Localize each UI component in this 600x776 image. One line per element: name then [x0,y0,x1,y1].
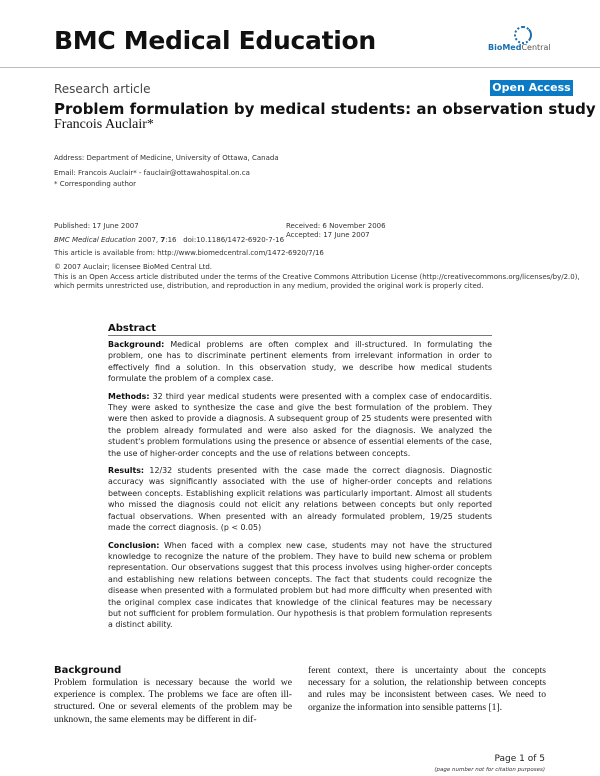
body-column-left [54,665,292,726]
corresponding-author: * Corresponding author [54,180,137,188]
body-paragraph-continued: ferent context, there is uncertainty about the concepts necessary for a solution, the relationship between concepts and rules may be inconsistent between cases. We need to organize the information into sensible patterns [1]. [308,665,546,713]
abstract-results [108,465,492,533]
section-label: Methods: [108,391,150,401]
citation [54,236,284,244]
citation-issue: :16 [165,236,177,244]
published-date: Published: 17 June 2007 [54,222,139,230]
license-link[interactable]: http://creativecommons.org/licenses/by/2.0 [422,273,575,281]
license-line-2: which permits unrestricted use, distribution, and reproduction in any medium, provided the original work is properly cited. [54,282,484,290]
section-label: Results: [108,466,145,476]
page-note: (page number not for citation purposes) [434,767,545,773]
background-heading: Background [54,665,122,676]
article-type: Research article [54,82,151,96]
abstract [108,323,492,637]
received-date: Received: 6 November 2006 [286,222,386,230]
section-text: When faced with a complex new case, students may not have the structured knowledge to recognize the nature of the problem. They have to build new schema or problem representation. Our observations suggest that this process involves using higher-order concepts and establishing new relations between concepts. The fact that students could recognize the disease when presented with a formulated problem but had more difficulty when presented with the original complex case indicates that knowledge of the clinical features may be necessary but not sufficient for problem formulation. Our hypothesis is that problem formulation represents a distinct ability. [108,540,492,630]
license-text: This is an Open Access article distributed under the terms of the Creative Commons Attribution License ( [54,273,423,281]
email[interactable]: Email: Francois Auclair* - fauclair@ottawahospital.on.ca [54,169,250,177]
license-text-end: ), [574,273,580,281]
body-paragraph: Problem formulation is necessary because the world we experience is complex. The problems we face are often ill-structured. One or several elements of the problem may be unknown, the same elements may be different in dif- [54,677,292,725]
section-label: Background: [108,340,165,349]
copyright: © 2007 Auclair; licensee BioMed Central Ltd. [54,263,213,271]
citation-volume: 7 [160,236,166,244]
availability: This article is available from: http://www.biomedcentral.com/1472-6920/7/16 [54,249,324,257]
logo-bio: BioMed [488,43,522,52]
abstract-conclusion [108,540,492,631]
author: Francois Auclair* [54,117,154,132]
accepted-date: Accepted: 17 June 2007 [286,231,370,239]
section-label: Conclusion: [108,540,160,550]
page-number: Page 1 of 5 [494,754,545,764]
abstract-background [108,339,492,385]
section-text: 32 third year medical students were presented with a complex case of endocarditis. They were asked to synthesize the case and give the best formulation of the problem. They were then asked to provide a diagnosis. A subsequent group of 25 students were presented with the problem already formulated and were also asked for the diagnosis. We analyzed the student's problem formulations using the presence or absence of essential elements of the case, the use of higher-order concepts and the use of relations between concepts. [108,391,492,458]
address: Address: Department of Medicine, University of Ottawa, Canada [54,154,279,162]
section-text: 12/32 students presented with the case made the correct diagnosis. Diagnostic accuracy was significantly associated with the use of higher-order concepts and relations between concepts. Establishing explicit relations was particularly important. Almost all students who missed the diagnosis could not elicit any relations between concepts but only reported factual observations. When presented with an already formulated problem, 19/25 students made the correct diagnosis. (p < 0.05) [108,466,492,533]
logo-central: Central [521,43,551,52]
section-text: Medical problems are often complex and ill-structured. In formulating the problem, one has to discriminate pertinent elements from irrelevant information in order to effectively find a solution. In this observation study, we describe how medical students formulate the problem of a complex case. [108,340,492,384]
header-divider [0,67,600,68]
abstract-heading: Abstract [108,323,492,336]
abstract-methods [108,391,492,459]
doi: doi:10.1186/1472-6920-7-16 [183,236,285,244]
license-line-1 [54,273,580,281]
citation-year: 2007, [138,236,161,244]
citation-journal: BMC Medical Education [54,236,136,244]
open-access-badge: Open Access [490,80,573,96]
article-title: Problem formulation by medical students: an observation study [54,100,596,118]
journal-title: BMC Medical Education [54,26,376,55]
body-column-right [308,665,546,714]
logo-ring-icon [514,26,532,44]
biomed-central-logo [488,26,568,56]
